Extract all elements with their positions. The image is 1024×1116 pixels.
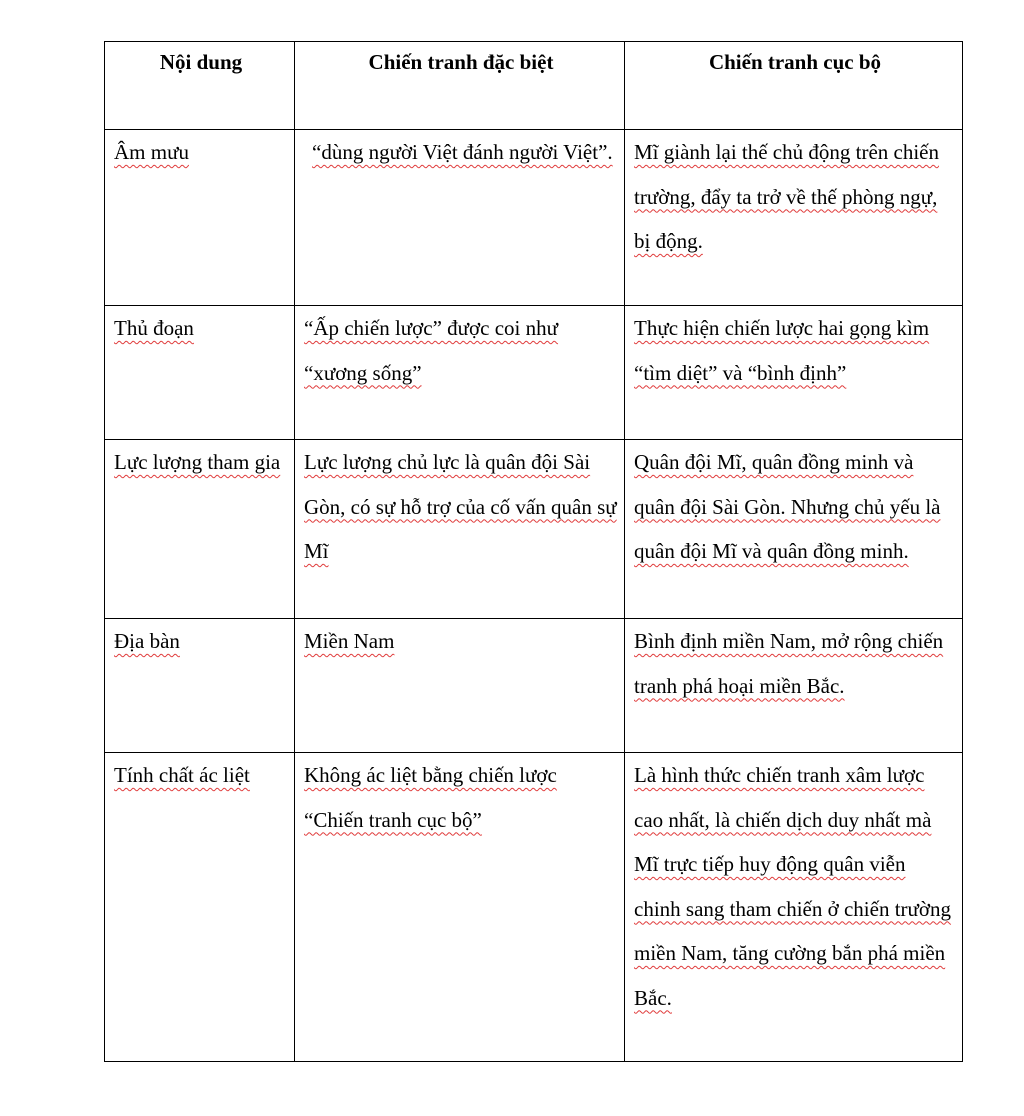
special-war-cell <box>295 619 625 753</box>
local-war-cell <box>625 753 963 1062</box>
table-row <box>105 619 963 753</box>
header-special-war-label: Chiến tranh đặc biệt <box>368 50 554 74</box>
row-label-cell <box>105 753 295 1062</box>
special-war-cell <box>295 306 625 440</box>
special-war-text: Không ác liệt bằng chiến lược “Chiến tranh cục bộ” <box>304 763 557 832</box>
local-war-cell <box>625 306 963 440</box>
local-war-cell <box>625 619 963 753</box>
local-war-text: Mĩ giành lại thế chủ động trên chiến trường, đẩy ta trở về thế phòng ngự, bị động. <box>634 140 940 253</box>
row-label-cell <box>105 130 295 306</box>
local-war-text: Là hình thức chiến tranh xâm lược cao nhất, là chiến dịch duy nhất mà Mĩ trực tiếp huy động quân viễn chinh sang tham chiến ở chiến trường miền Nam, tăng cường bắn phá miền Bắc. <box>634 763 952 1010</box>
table-row <box>105 753 963 1062</box>
table-row <box>105 130 963 306</box>
table-row <box>105 440 963 619</box>
table-header-row <box>105 42 963 130</box>
header-cell-special-war <box>295 42 625 130</box>
special-war-cell <box>295 753 625 1062</box>
header-cell-local-war <box>625 42 963 130</box>
local-war-text: Quân đội Mĩ, quân đồng minh và quân đội Sài Gòn. Nhưng chủ yếu là quân đội Mĩ và quân đồng minh. <box>634 450 941 563</box>
local-war-cell <box>625 440 963 619</box>
header-cell-content <box>105 42 295 130</box>
row-label: Tính chất ác liệt <box>114 763 250 787</box>
row-label: Lực lượng tham gia <box>114 450 281 474</box>
row-label: Địa bàn <box>114 629 180 653</box>
header-local-war-label: Chiến tranh cục bộ <box>708 50 882 74</box>
row-label: Thủ đoạn <box>114 316 194 340</box>
special-war-text: “dùng người Việt đánh người Việt”. <box>312 140 613 164</box>
special-war-text: Lực lượng chủ lực là quân đội Sài Gòn, có sự hỗ trợ của cố vấn quân sự Mĩ <box>304 450 617 563</box>
local-war-text: Thực hiện chiến lược hai gọng kìm “tìm diệt” và “bình định” <box>634 316 930 385</box>
header-content-label: Nội dung <box>159 50 243 74</box>
special-war-text: Miền Nam <box>304 629 395 653</box>
special-war-cell <box>295 440 625 619</box>
table-row <box>105 306 963 440</box>
comparison-table <box>104 41 963 1062</box>
local-war-cell <box>625 130 963 306</box>
special-war-cell <box>295 130 625 306</box>
row-label-cell <box>105 440 295 619</box>
row-label-cell <box>105 306 295 440</box>
local-war-text: Bình định miền Nam, mở rộng chiến tranh phá hoại miền Bắc. <box>634 629 944 698</box>
row-label: Âm mưu <box>114 140 189 164</box>
special-war-text: “Ấp chiến lược” được coi như “xương sống” <box>304 316 559 385</box>
row-label-cell <box>105 619 295 753</box>
